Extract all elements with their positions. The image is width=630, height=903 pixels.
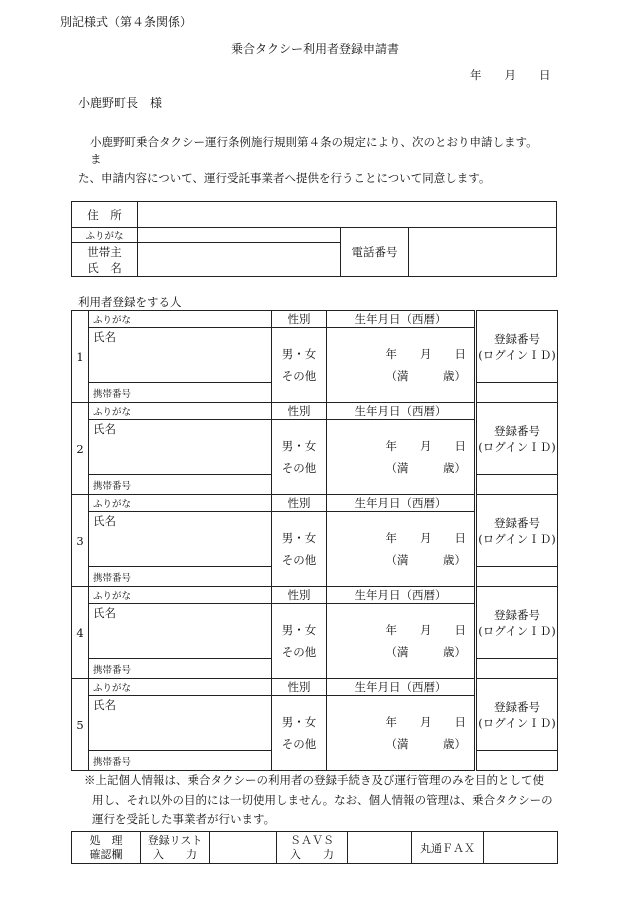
gender-line-2: その他 bbox=[281, 645, 317, 659]
registration-list-label bbox=[141, 832, 210, 864]
household-head-label bbox=[72, 243, 138, 277]
gender-cell[interactable] bbox=[272, 328, 327, 403]
processing-line-2: 確認欄 bbox=[89, 847, 123, 861]
savs-line-2: 入 力 bbox=[290, 847, 334, 861]
birth-line-2: （満 歳） bbox=[385, 737, 466, 751]
furigana-label: ふりがな bbox=[72, 228, 138, 243]
savs-label bbox=[277, 832, 348, 864]
user-name-label: 氏名 bbox=[93, 606, 116, 620]
birth-header: 生年月日（西暦） bbox=[327, 403, 476, 420]
user-mobile-cell[interactable] bbox=[89, 383, 272, 403]
registration-number-field[interactable] bbox=[476, 567, 558, 587]
reg-line-1: 登録番号 bbox=[494, 607, 540, 622]
user-number bbox=[72, 311, 89, 403]
head-furigana-field[interactable] bbox=[138, 228, 341, 243]
gender-cell[interactable] bbox=[272, 696, 327, 771]
birth-line-2: （満 歳） bbox=[385, 645, 466, 659]
birth-cell[interactable] bbox=[327, 604, 476, 679]
user-mobile-label: 携帯番号 bbox=[93, 756, 132, 768]
fax-label: 丸通ＦＡＸ bbox=[412, 832, 484, 864]
user-furigana-label: ふりがな bbox=[93, 591, 132, 602]
gender-header: 性別 bbox=[272, 679, 327, 696]
date-line: 年 月 日 bbox=[470, 68, 551, 82]
gender-line-2: その他 bbox=[281, 461, 317, 475]
user-name-label: 氏名 bbox=[93, 514, 116, 528]
intro-line-1: 小鹿野町乗合タクシー運行条例施行規則第４条の規定により、次のとおり申請します。 bbox=[90, 135, 538, 149]
gender-line-1: 男・女 bbox=[281, 347, 317, 361]
user-number bbox=[72, 587, 89, 679]
reg-line-1: 登録番号 bbox=[494, 331, 540, 346]
registration-number-header bbox=[476, 403, 558, 475]
household-head-line-1: 世帯主 bbox=[87, 244, 122, 259]
reg-line-2: (ログインＩＤ) bbox=[478, 623, 556, 638]
gender-header: 性別 bbox=[272, 311, 327, 328]
user-furigana-label: ふりがな bbox=[93, 683, 132, 694]
birth-line-1: 年 月 日 bbox=[385, 623, 466, 637]
user-name-cell[interactable] bbox=[89, 512, 272, 567]
gender-line-1: 男・女 bbox=[281, 531, 317, 545]
gender-cell[interactable] bbox=[272, 604, 327, 679]
birth-line-1: 年 月 日 bbox=[385, 347, 466, 361]
user-mobile-cell[interactable] bbox=[89, 659, 272, 679]
reg-line-1: 登録番号 bbox=[494, 423, 540, 438]
birth-cell[interactable] bbox=[327, 420, 476, 495]
registration-list-field[interactable] bbox=[210, 832, 277, 864]
user-number-text: 4 bbox=[76, 625, 84, 640]
gender-header: 性別 bbox=[272, 403, 327, 420]
addressee: 小鹿野町長 様 bbox=[78, 96, 163, 110]
user-mobile-label: 携帯番号 bbox=[93, 572, 132, 584]
reg-line-2: (ログインＩＤ) bbox=[478, 531, 556, 546]
registration-number-header bbox=[476, 679, 558, 751]
birth-header: 生年月日（西暦） bbox=[327, 495, 476, 512]
user-number-text: 3 bbox=[76, 533, 84, 548]
registration-number-field[interactable] bbox=[476, 475, 558, 495]
user-furigana-cell[interactable] bbox=[89, 587, 272, 604]
user-mobile-cell[interactable] bbox=[89, 567, 272, 587]
user-name-label: 氏名 bbox=[93, 330, 116, 344]
birth-line-1: 年 月 日 bbox=[385, 531, 466, 545]
registration-number-field[interactable] bbox=[476, 659, 558, 679]
user-mobile-label: 携帯番号 bbox=[93, 388, 132, 400]
phone-field[interactable] bbox=[409, 228, 557, 277]
birth-line-2: （満 歳） bbox=[385, 369, 466, 383]
user-name-label: 氏名 bbox=[93, 422, 116, 436]
user-furigana-label: ふりがな bbox=[93, 315, 132, 326]
user-mobile-label: 携帯番号 bbox=[93, 664, 132, 676]
registration-number-field[interactable] bbox=[476, 751, 558, 771]
gender-header: 性別 bbox=[272, 587, 327, 604]
gender-cell[interactable] bbox=[272, 512, 327, 587]
user-number bbox=[72, 679, 89, 771]
user-number-text: 1 bbox=[76, 349, 84, 364]
user-furigana-cell[interactable] bbox=[89, 403, 272, 420]
gender-header: 性別 bbox=[272, 495, 327, 512]
gender-line-2: その他 bbox=[281, 553, 317, 567]
user-number bbox=[72, 495, 89, 587]
notice-line-3: 運行を受託した事業者が行います。 bbox=[92, 812, 276, 826]
office-use-table bbox=[71, 831, 558, 864]
birth-line-2: （満 歳） bbox=[385, 461, 466, 475]
reg-line-2: (ログインＩＤ) bbox=[478, 439, 556, 454]
notice-line-2: 用し、それ以外の目的には一切使用しません。なお、個人情報の管理は、乗合タクシーの bbox=[92, 793, 553, 807]
user-name-cell[interactable] bbox=[89, 696, 272, 751]
registration-number-header bbox=[476, 311, 558, 383]
user-furigana-label: ふりがな bbox=[93, 499, 132, 510]
list-line-2: 入 力 bbox=[153, 847, 197, 861]
birth-header: 生年月日（西暦） bbox=[327, 679, 476, 696]
birth-header: 生年月日（西暦） bbox=[327, 311, 476, 328]
gender-line-2: その他 bbox=[281, 737, 317, 751]
fax-field[interactable] bbox=[484, 832, 558, 864]
list-line-1: 登録リスト bbox=[147, 833, 203, 847]
head-name-field[interactable] bbox=[138, 243, 341, 277]
address-field[interactable] bbox=[138, 202, 557, 228]
user-name-cell[interactable] bbox=[89, 420, 272, 475]
reg-line-2: (ログインＩＤ) bbox=[478, 347, 556, 362]
processing-check-label bbox=[72, 832, 141, 864]
savs-line-1: ＳＡＶＳ bbox=[290, 833, 334, 847]
household-head-line-2: 氏 名 bbox=[87, 260, 122, 275]
birth-line-2: （満 歳） bbox=[385, 553, 466, 567]
gender-cell[interactable] bbox=[272, 420, 327, 495]
notice-line-1: ※上記個人情報は、乗合タクシーの利用者の登録手続き及び運行管理のみを目的として使 bbox=[84, 773, 544, 787]
form-title: 乗合タクシー利用者登録申請書 bbox=[230, 42, 399, 56]
birth-line-1: 年 月 日 bbox=[385, 439, 466, 453]
user-mobile-cell[interactable] bbox=[89, 475, 272, 495]
savs-field[interactable] bbox=[348, 832, 412, 864]
reg-line-1: 登録番号 bbox=[494, 699, 540, 714]
gender-line-1: 男・女 bbox=[281, 623, 317, 637]
birth-header: 生年月日（西暦） bbox=[327, 587, 476, 604]
applicant-table bbox=[71, 201, 557, 277]
birth-cell[interactable] bbox=[327, 696, 476, 771]
registration-number-header bbox=[476, 495, 558, 567]
user-name-cell[interactable] bbox=[89, 328, 272, 383]
user-number-text: 5 bbox=[76, 717, 84, 732]
registration-number-header bbox=[476, 587, 558, 659]
user-mobile-cell[interactable] bbox=[89, 751, 272, 771]
address-label: 住 所 bbox=[72, 202, 138, 228]
users-table bbox=[71, 310, 558, 771]
user-mobile-label: 携帯番号 bbox=[93, 480, 132, 492]
user-name-cell[interactable] bbox=[89, 604, 272, 659]
user-furigana-cell[interactable] bbox=[89, 311, 272, 328]
birth-cell[interactable] bbox=[327, 328, 476, 403]
user-number-text: 2 bbox=[76, 441, 84, 456]
birth-cell[interactable] bbox=[327, 512, 476, 587]
user-furigana-cell[interactable] bbox=[89, 495, 272, 512]
user-number bbox=[72, 403, 89, 495]
user-name-label: 氏名 bbox=[93, 698, 116, 712]
reg-line-1: 登録番号 bbox=[494, 515, 540, 530]
gender-line-2: その他 bbox=[281, 369, 317, 383]
birth-line-1: 年 月 日 bbox=[385, 715, 466, 729]
gender-line-1: 男・女 bbox=[281, 439, 317, 453]
form-number: 別記様式（第４条関係） bbox=[60, 15, 193, 29]
reg-line-2: (ログインＩＤ) bbox=[478, 715, 556, 730]
registration-number-field[interactable] bbox=[476, 383, 558, 403]
intro-line-2: ま bbox=[90, 152, 102, 166]
user-furigana-cell[interactable] bbox=[89, 679, 272, 696]
user-furigana-label: ふりがな bbox=[93, 407, 132, 418]
users-heading: 利用者登録をする人 bbox=[78, 295, 182, 309]
intro-line-3: た、申請内容について、運行受託事業者へ提供を行うことについて同意します。 bbox=[78, 171, 491, 185]
gender-line-1: 男・女 bbox=[281, 715, 317, 729]
phone-label: 電話番号 bbox=[341, 228, 409, 277]
processing-line-1: 処 理 bbox=[89, 833, 123, 847]
